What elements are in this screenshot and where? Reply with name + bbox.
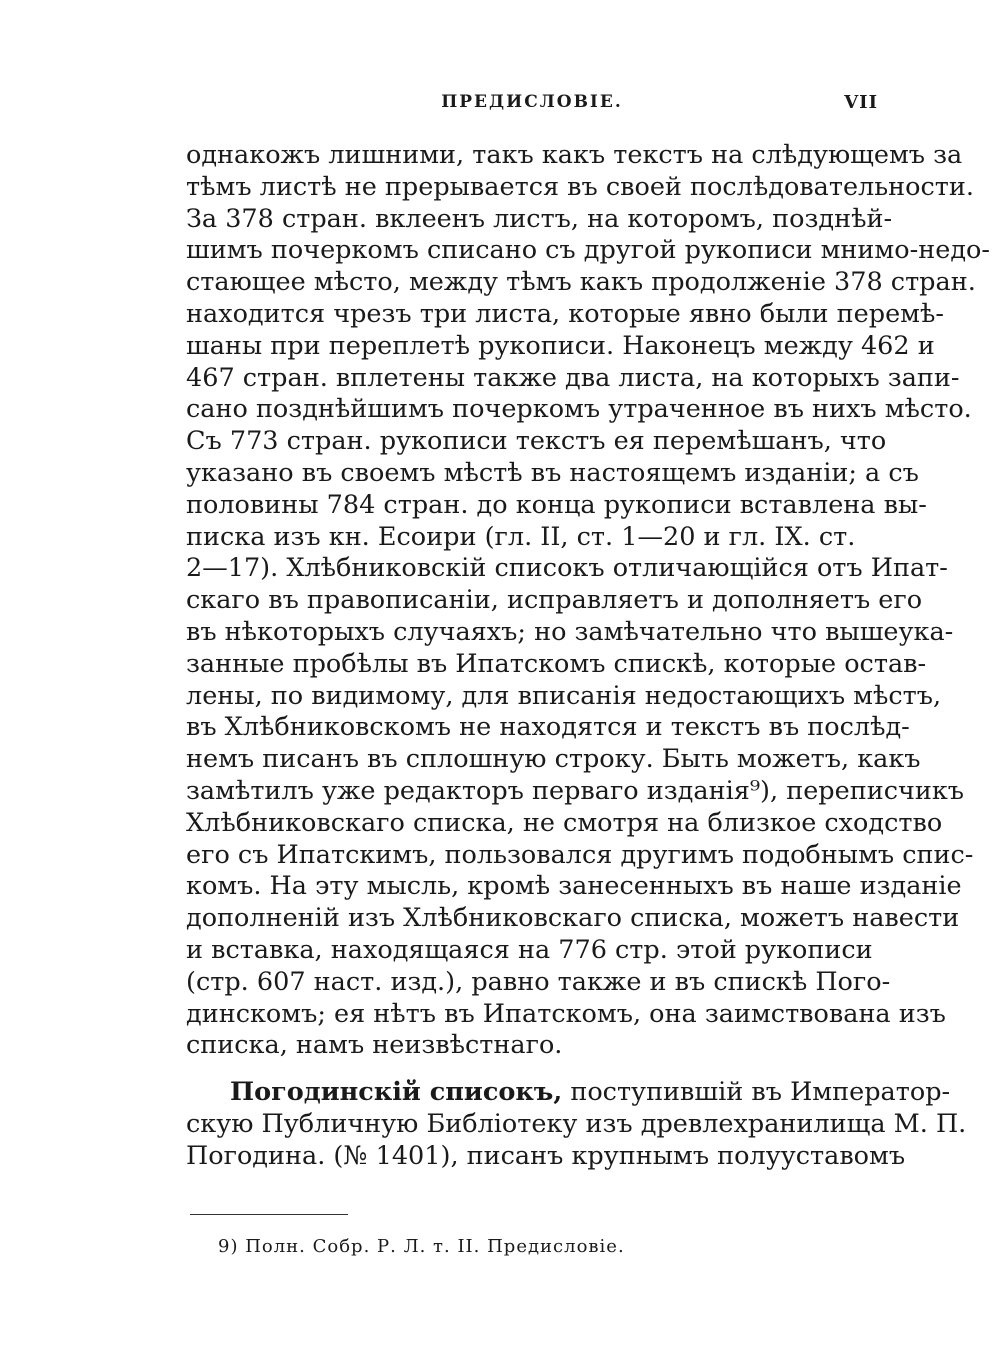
paragraph-2 bbox=[186, 1077, 967, 1172]
text-line: комъ. На эту мысль, кромѣ занесенныхъ въ наше изданіе bbox=[186, 871, 962, 902]
text-span: поступившій въ Император- bbox=[562, 1077, 951, 1108]
text-line: Хлѣбниковскаго списка, не смотря на близкое сходство bbox=[186, 807, 943, 838]
text-line: замѣтилъ уже редакторъ перваго изданія⁹), переписчикъ bbox=[186, 775, 964, 806]
text-line: однакожъ лишними, такъ какъ текстъ на слѣдующемъ за bbox=[186, 140, 963, 170]
text-line: стающее мѣсто, между тѣмъ какъ продолженіе 378 стран. bbox=[186, 267, 976, 298]
text-line: писка изъ кн. Есоири (гл. II, ст. 1—20 и гл. IX. ст. bbox=[186, 521, 856, 552]
text-line: дополненій изъ Хлѣбниковскаго списка, можетъ навести bbox=[186, 903, 960, 934]
running-header bbox=[186, 92, 878, 118]
text-line: скаго въ правописаніи, исправляетъ и дополняетъ его bbox=[186, 585, 923, 616]
text-line: находится чрезъ три листа, которые явно были перемѣ- bbox=[186, 298, 944, 329]
text-line: лены, по видимому, для вписанія недостающихъ мѣстъ, bbox=[186, 680, 942, 711]
text-line: занные пробѣлы въ Ипатскомъ спискѣ, которые остав- bbox=[186, 648, 927, 679]
text-line: скую Публичную Библіотеку изъ древлехранилища М. П. bbox=[186, 1108, 967, 1139]
text-line: сано позднѣйшимъ почеркомъ утраченное въ нихъ мѣсто. bbox=[186, 394, 972, 425]
text-line: За 378 стран. вклеенъ листъ, на которомъ, позднѣй- bbox=[186, 203, 893, 234]
text-line: въ Хлѣбниковскомъ не находятся и текстъ въ послѣд- bbox=[186, 712, 910, 743]
text-line bbox=[186, 1077, 951, 1109]
text-line: указано въ своемъ мѣстѣ въ настоящемъ изданіи; а съ bbox=[186, 457, 919, 488]
section-heading: Погодинскій списокъ, bbox=[230, 1077, 563, 1108]
text-line: списка, намъ неизвѣстнаго. bbox=[186, 1030, 563, 1061]
page-number: VII bbox=[844, 92, 878, 113]
text-line: 467 стран. вплетены также два листа, на которыхъ запи- bbox=[186, 362, 960, 393]
text-line: половины 784 стран. до конца рукописи вставлена вы- bbox=[186, 489, 927, 520]
text-line: тѣмъ листѣ не прерывается въ своей послѣдовательности. bbox=[186, 171, 974, 202]
footnote: 9) Полн. Собр. Р. Л. т. II. Предисловіе. bbox=[218, 1236, 625, 1257]
text-line: 2—17). Хлѣбниковскій списокъ отличающійся отъ Ипат- bbox=[186, 553, 948, 584]
header-title: ПРЕДИСЛОВІЕ. bbox=[441, 92, 623, 112]
text-line: немъ писанъ въ сплошную строку. Быть можетъ, какъ bbox=[186, 744, 921, 775]
text-line: его съ Ипатскимъ, пользовался другимъ подобнымъ спис- bbox=[186, 839, 974, 870]
footnote-divider bbox=[190, 1214, 348, 1215]
text-line: Съ 773 стран. рукописи текстъ ея перемѣшанъ, что bbox=[186, 426, 887, 457]
text-line: шимъ почеркомъ списано съ другой рукописи мнимо-недо- bbox=[186, 235, 990, 266]
text-line: (стр. 607 наст. изд.), равно также и въ спискѣ Пого- bbox=[186, 966, 891, 997]
text-line: въ нѣкоторыхъ случаяхъ; но замѣчательно что вышеука- bbox=[186, 616, 954, 647]
body-text bbox=[186, 140, 990, 1173]
text-line: динскомъ; ея нѣтъ въ Ипатскомъ, она заимствована изъ bbox=[186, 998, 946, 1029]
text-line: шаны при переплетѣ рукописи. Наконецъ между 462 и bbox=[186, 330, 935, 361]
text-line: Погодина. (№ 1401), писанъ крупнымъ полууставомъ bbox=[186, 1140, 906, 1171]
paragraph-1 bbox=[186, 140, 990, 1062]
text-line: и вставка, находящаяся на 776 стр. этой рукописи bbox=[186, 934, 873, 965]
